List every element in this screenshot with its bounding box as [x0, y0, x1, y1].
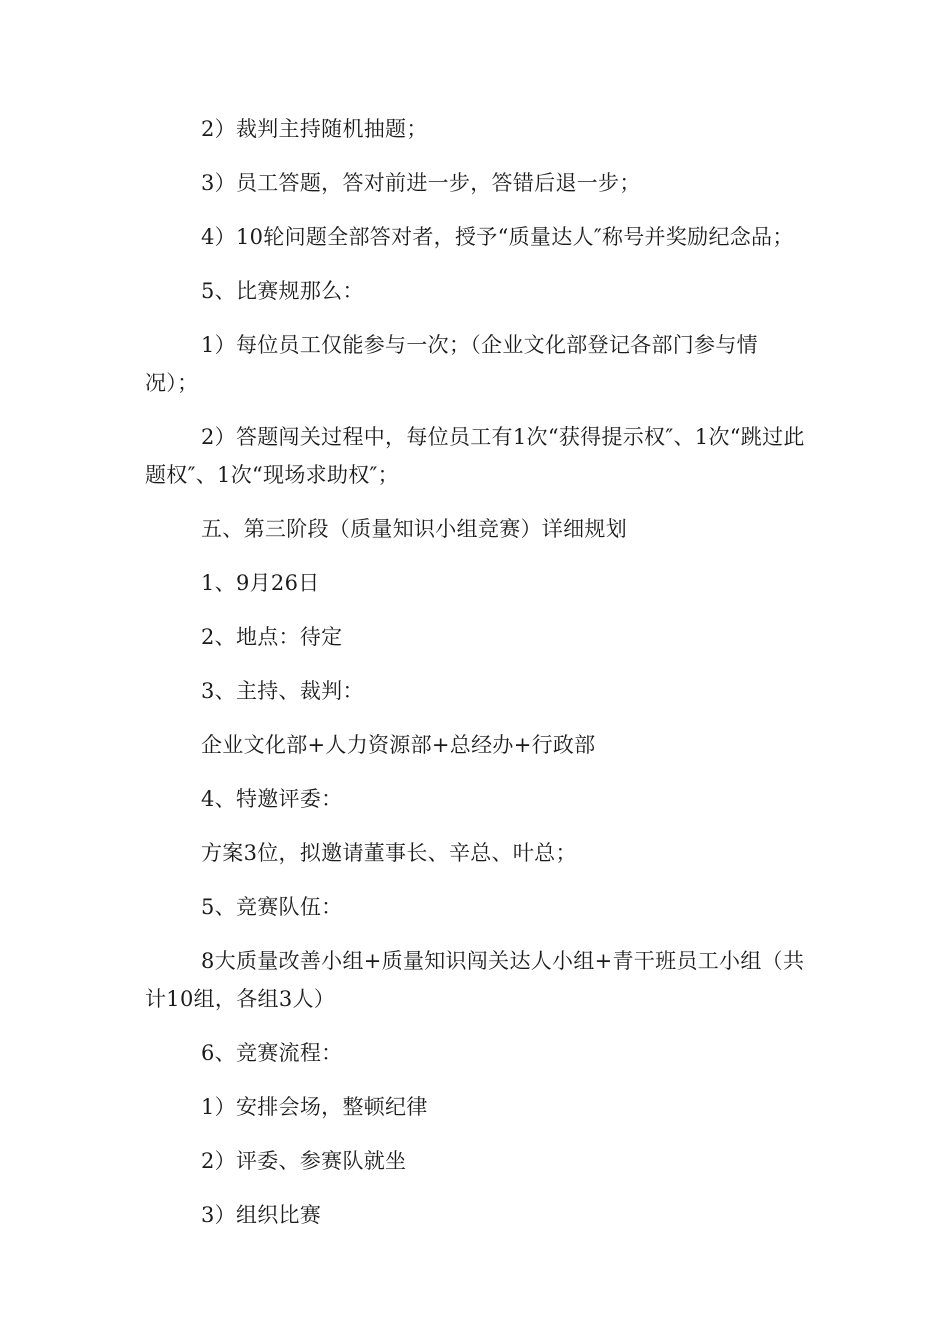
paragraph-10: 3、主持、裁判：	[201, 679, 364, 703]
paragraph-9: 2、地点：待定	[201, 625, 343, 649]
paragraph-5: 1）每位员工仅能参与一次；（企业文化部登记各部门参与情况）；	[145, 333, 758, 395]
paragraph-2: 3）员工答题，答对前进一步，答错后退一步；	[201, 171, 641, 195]
paragraph-16: 6、竞赛流程：	[201, 1041, 343, 1065]
paragraph-18: 2）评委、参赛队就坐	[201, 1149, 407, 1173]
paragraph-17: 1）安排会场，整顿纪律	[201, 1095, 428, 1119]
paragraph-3: 4）10轮问题全部答对者，授予“质量达人″称号并奖励纪念品；	[201, 225, 794, 249]
paragraph-15: 8大质量改善小组+质量知识闯关达人小组+青干班员工小组（共计10组，各组3人）	[145, 949, 805, 1011]
paragraph-8: 1、9月26日	[201, 571, 320, 595]
paragraph-1: 2）裁判主持随机抽题；	[201, 117, 428, 141]
paragraph-11: 企业文化部+人力资源部+总经办+行政部	[201, 733, 596, 757]
section-heading: 五、第三阶段（质量知识小组竞赛）详细规划	[201, 517, 627, 541]
paragraph-12: 4、特邀评委：	[201, 787, 343, 811]
paragraph-19: 3）组织比赛	[201, 1203, 322, 1227]
paragraph-13: 方案3位，拟邀请董事长、辛总、叶总；	[201, 841, 577, 865]
paragraph-6: 2）答题闯关过程中，每位员工有1次“获得提示权″、1次“跳过此题权″、1次“现场求助权″；	[145, 425, 805, 487]
paragraph-14: 5、竞赛队伍：	[201, 895, 343, 919]
paragraph-4: 5、比赛规那么：	[201, 279, 364, 303]
